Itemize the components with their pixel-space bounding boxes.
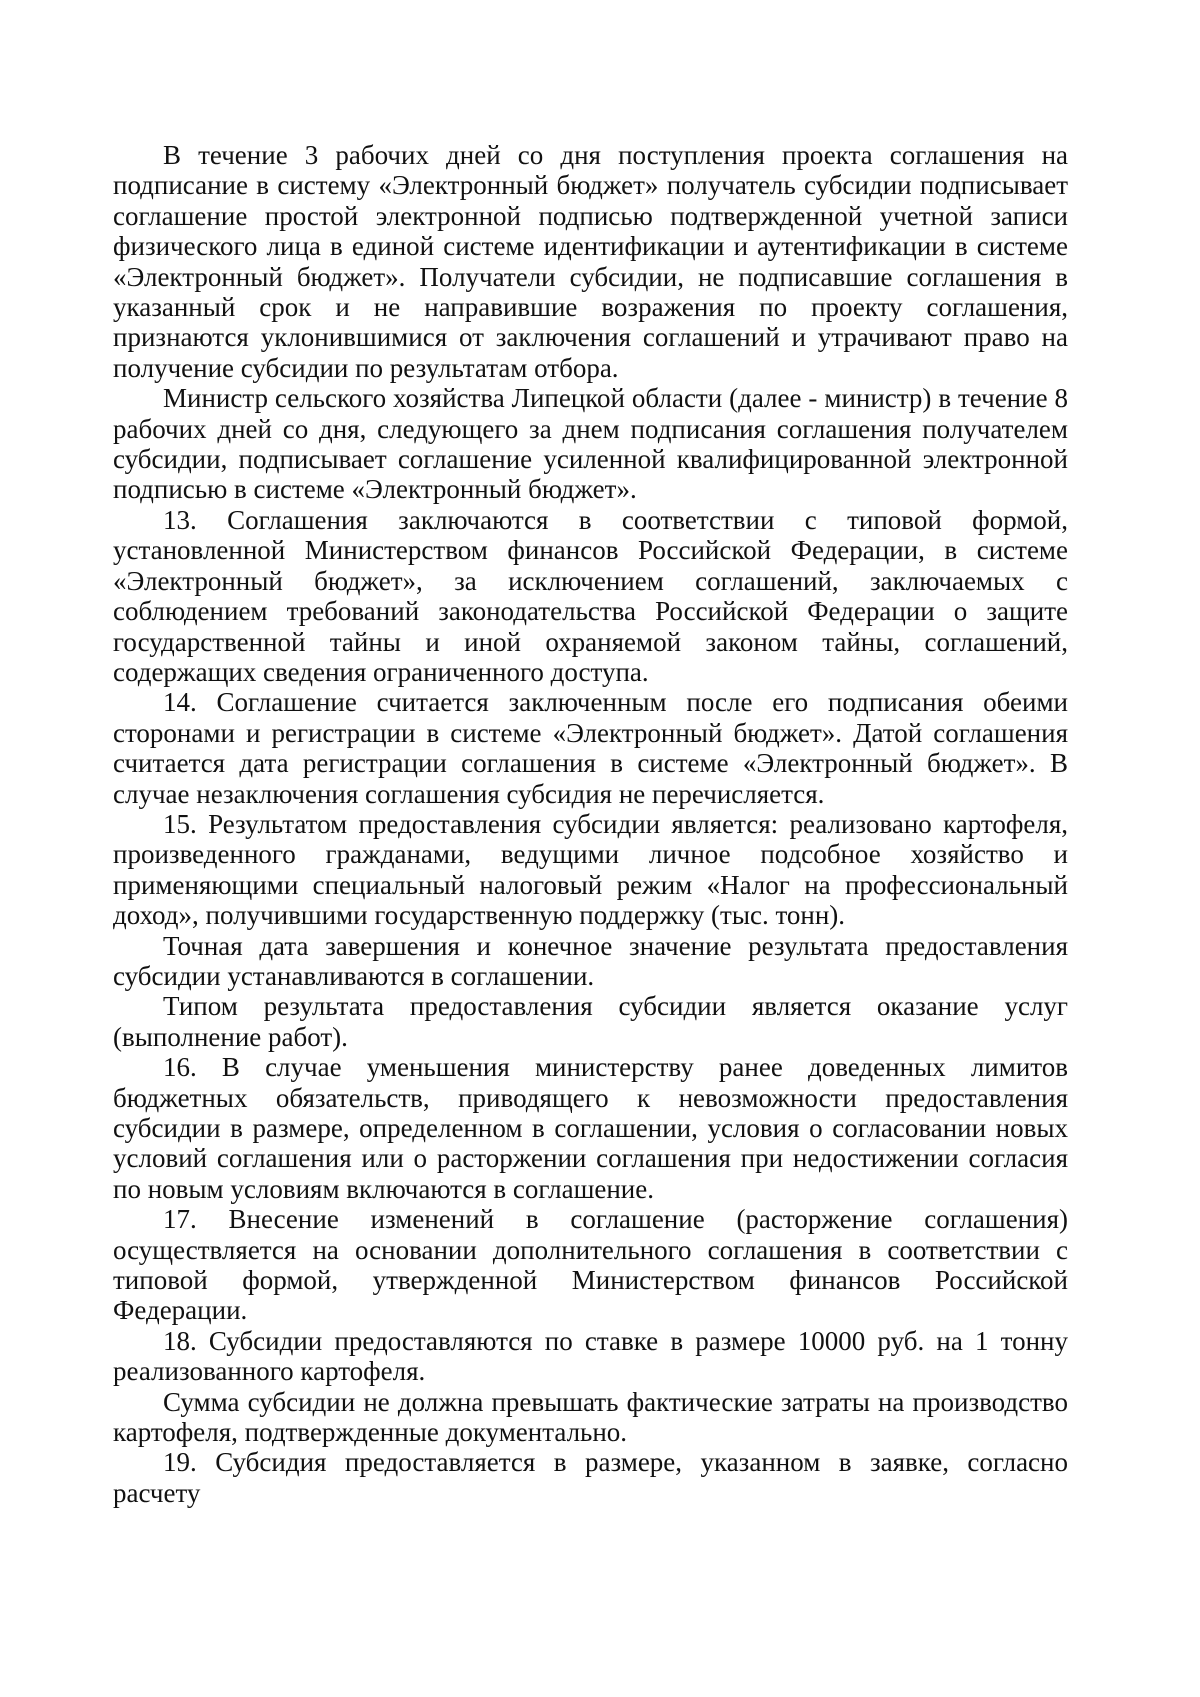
paragraph-18: 18. Субсидии предоставляются по ставке в размере 10000 руб. на 1 тонну реализованного картофеля.: [113, 1325, 1068, 1387]
paragraph-signing-by-recipient: В течение 3 рабочих дней со дня поступления проекта соглашения на подписание в систему «Электронный бюджет» получатель субсидии подписывает соглашение простой электронной подписью подтвержденной учетной записи физического лица в единой системе идентификации и аутентификации в системе «Электронный бюджет». Получатели субсидии, не подписавшие соглашения в указанный срок и не направившие возражения по проекту соглашения, признаются уклонившимися от заключения соглашений и утрачивают право на получение субсидии по результатам отбора.: [113, 140, 1068, 383]
paragraph-result-type: Типом результата предоставления субсидии является оказание услуг (выполнение работ).: [113, 991, 1068, 1052]
paragraph-13: 13. Соглашения заключаются в соответствии с типовой формой, установленной Министерством финансов Российской Федерации, в системе «Электронный бюджет», за исключением соглашений, заключаемых с соблюдением требований законодательства Российской Федерации о защите государственной тайны и иной охраняемой законом тайны, соглашений, содержащих сведения ограниченного доступа.: [113, 504, 1068, 687]
paragraph-19: 19. Субсидия предоставляется в размере, указанном в заявке, согласно расчету: [113, 1447, 1068, 1508]
paragraph-16: 16. В случае уменьшения министерству ранее доведенных лимитов бюджетных обязательств, приводящего к невозможности предоставления субсидии в размере, определенном в соглашении, условия о согласовании новых условий соглашения или о расторжении соглашения при недостижении согласия по новым условиям включаются в соглашение.: [113, 1052, 1068, 1204]
paragraph-result-date: Точная дата завершения и конечное значение результата предоставления субсидии устанавливаются в соглашении.: [113, 930, 1068, 991]
paragraph-14: 14. Соглашение считается заключенным после его подписания обеими сторонами и регистрации в системе «Электронный бюджет». Датой соглашения считается дата регистрации соглашения в системе «Электронный бюджет». В случае незаключения соглашения субсидия не перечисляется.: [113, 687, 1068, 809]
document-page: [113, 140, 1068, 1508]
paragraph-15: 15. Результатом предоставления субсидии является: реализовано картофеля, произведенного гражданами, ведущими личное подсобное хозяйство и применяющими специальный налоговый режим «Налог на профессиональный доход», получившими государственную поддержку (тыс. тонн).: [113, 808, 1068, 931]
paragraph-signing-by-minister: Министр сельского хозяйства Липецкой области (далее - министр) в течение 8 рабочих дней со дня, следующего за днем подписания соглашения получателем субсидии, подписывает соглашение усиленной квалифицированной электронной подписью в системе «Электронный бюджет».: [113, 383, 1068, 505]
paragraph-subsidy-limit: Сумма субсидии не должна превышать фактические затраты на производство картофеля, подтвержденные документально.: [113, 1386, 1068, 1448]
paragraph-17: 17. Внесение изменений в соглашение (расторжение соглашения) осуществляется на основании дополнительного соглашения в соответствии с типовой формой, утвержденной Министерством финансов Российской Федерации.: [113, 1204, 1068, 1326]
